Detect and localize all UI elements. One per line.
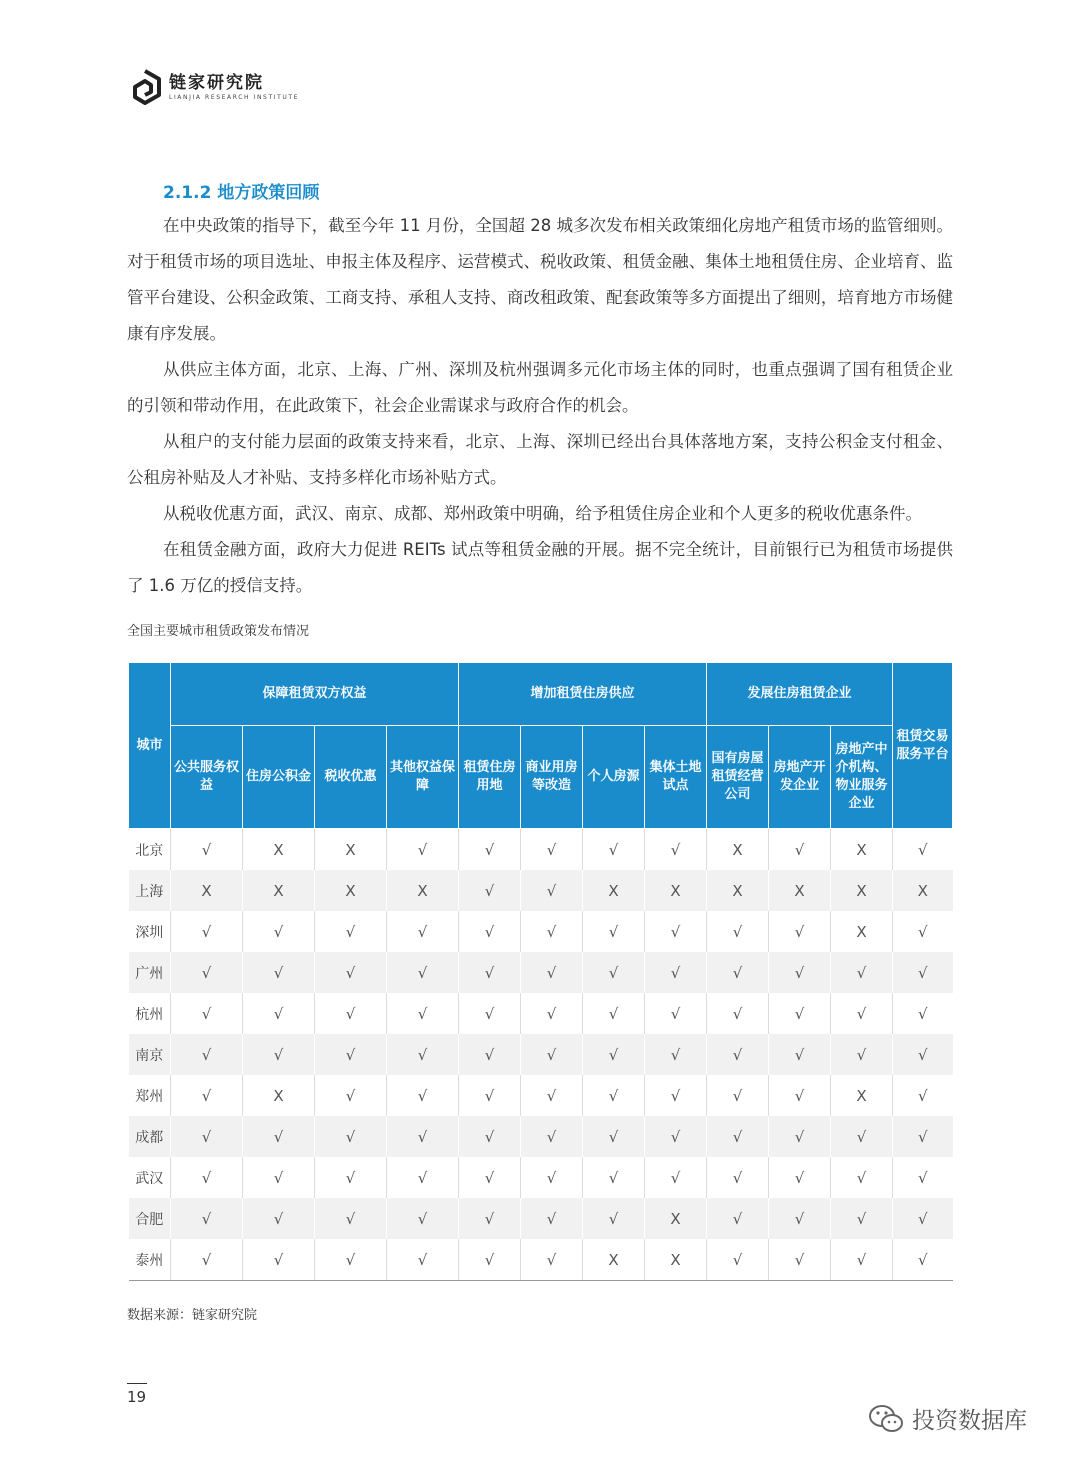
subheader: 住房公积金	[243, 726, 315, 829]
policy-mark-cell: √	[171, 1034, 243, 1075]
policy-mark-cell: X	[583, 1239, 645, 1281]
table-row	[129, 1116, 953, 1157]
policy-mark-cell: √	[387, 1239, 459, 1281]
policy-mark-cell: √	[459, 993, 521, 1034]
city-header: 城市	[129, 663, 171, 829]
policy-mark-cell: √	[315, 911, 387, 952]
policy-mark-cell: X	[645, 870, 707, 911]
policy-mark-cell: X	[315, 829, 387, 871]
policy-mark-cell: √	[315, 1157, 387, 1198]
policy-mark-cell: √	[459, 1198, 521, 1239]
subheader: 公共服务权益	[171, 726, 243, 829]
policy-mark-cell: √	[645, 829, 707, 871]
policy-mark-cell: X	[707, 870, 769, 911]
subheader: 租赁住房用地	[459, 726, 521, 829]
page-divider	[127, 1383, 147, 1384]
policy-mark-cell: √	[893, 1157, 953, 1198]
paragraph: 在中央政策的指导下，截至今年 11 月份，全国超 28 城多次发布相关政策细化房地产租赁市场的监管细则。对于租赁市场的项目选址、申报主体及程序、运营模式、税收政策、租赁金融、集体土地租赁住房、企业培育、监管平台建设、公积金政策、工商支持、承租人支持、商改租政策、配套政策等多方面提出了细则，培育地方市场健康有序发展。	[127, 216, 953, 343]
policy-mark-cell: √	[831, 952, 893, 993]
policy-mark-cell: √	[893, 1116, 953, 1157]
policy-mark-cell: √	[645, 1075, 707, 1116]
policy-mark-cell: X	[645, 1198, 707, 1239]
policy-mark-cell: √	[893, 829, 953, 871]
subheader: 国有房屋租赁经营公司	[707, 726, 769, 829]
policy-mark-cell: √	[583, 1116, 645, 1157]
subheader: 房地产开发企业	[769, 726, 831, 829]
wechat-icon	[868, 1403, 904, 1435]
platform-header: 租赁交易服务平台	[893, 663, 953, 829]
policy-mark-cell: √	[387, 1116, 459, 1157]
policy-mark-cell: √	[521, 952, 583, 993]
policy-mark-cell: √	[769, 1239, 831, 1281]
policy-mark-cell: √	[769, 911, 831, 952]
policy-mark-cell: √	[645, 1034, 707, 1075]
policy-mark-cell: √	[315, 1075, 387, 1116]
policy-mark-cell: √	[521, 1075, 583, 1116]
policy-mark-cell: √	[521, 1198, 583, 1239]
city-cell: 合肥	[129, 1198, 171, 1239]
group-header: 增加租赁住房供应	[459, 663, 707, 726]
policy-mark-cell: √	[171, 952, 243, 993]
policy-mark-cell: √	[171, 993, 243, 1034]
policy-mark-cell: √	[243, 1034, 315, 1075]
subheader: 税收优惠	[315, 726, 387, 829]
city-cell: 泰州	[129, 1239, 171, 1281]
policy-mark-cell: √	[171, 1239, 243, 1281]
policy-mark-cell: √	[769, 1198, 831, 1239]
group-header: 发展住房租赁企业	[707, 663, 893, 726]
policy-mark-cell: √	[243, 1157, 315, 1198]
page-number: 19	[127, 1388, 147, 1406]
policy-mark-cell: √	[243, 911, 315, 952]
city-cell: 广州	[129, 952, 171, 993]
policy-mark-cell: √	[645, 993, 707, 1034]
policy-mark-cell: √	[171, 829, 243, 871]
policy-mark-cell: √	[583, 993, 645, 1034]
policy-mark-cell: √	[521, 829, 583, 871]
policy-mark-cell: √	[831, 1239, 893, 1281]
table-row	[129, 952, 953, 993]
policy-mark-cell: √	[769, 1075, 831, 1116]
policy-mark-cell: √	[521, 1239, 583, 1281]
policy-mark-cell: √	[831, 1157, 893, 1198]
policy-mark-cell: √	[831, 1116, 893, 1157]
policy-mark-cell: √	[769, 1157, 831, 1198]
policy-mark-cell: √	[171, 1198, 243, 1239]
policy-mark-cell: √	[387, 1198, 459, 1239]
policy-mark-cell: √	[707, 993, 769, 1034]
policy-mark-cell: √	[171, 1157, 243, 1198]
policy-mark-cell: X	[583, 870, 645, 911]
policy-mark-cell: X	[831, 1075, 893, 1116]
policy-mark-cell: √	[315, 993, 387, 1034]
policy-mark-cell: √	[707, 952, 769, 993]
paragraph: 从税收优惠方面，武汉、南京、成都、郑州政策中明确，给予租赁住房企业和个人更多的税收优惠条件。	[163, 504, 922, 523]
policy-mark-cell: √	[387, 911, 459, 952]
table-row	[129, 1034, 953, 1075]
policy-mark-cell: √	[583, 952, 645, 993]
policy-mark-cell: √	[583, 829, 645, 871]
policy-mark-cell: √	[459, 911, 521, 952]
policy-mark-cell: X	[831, 911, 893, 952]
policy-mark-cell: √	[707, 1034, 769, 1075]
policy-mark-cell: √	[769, 1116, 831, 1157]
policy-mark-cell: √	[893, 952, 953, 993]
policy-mark-cell: √	[583, 1157, 645, 1198]
policy-table	[128, 662, 953, 1281]
policy-mark-cell: √	[893, 1239, 953, 1281]
policy-mark-cell: √	[459, 1239, 521, 1281]
city-cell: 郑州	[129, 1075, 171, 1116]
policy-mark-cell: √	[171, 911, 243, 952]
section-title: 2.1.2 地方政策回顾	[163, 183, 320, 203]
table-row	[129, 870, 953, 911]
policy-mark-cell: √	[387, 952, 459, 993]
body-text	[127, 208, 953, 604]
policy-mark-cell: √	[171, 1075, 243, 1116]
policy-mark-cell: √	[583, 1075, 645, 1116]
policy-mark-cell: √	[521, 993, 583, 1034]
policy-mark-cell: √	[893, 911, 953, 952]
policy-mark-cell: √	[521, 870, 583, 911]
policy-mark-cell: √	[459, 1157, 521, 1198]
policy-mark-cell: √	[459, 952, 521, 993]
policy-mark-cell: √	[243, 952, 315, 993]
policy-mark-cell: √	[893, 993, 953, 1034]
policy-mark-cell: √	[243, 1239, 315, 1281]
brand-name-cn: 链家研究院	[169, 73, 264, 93]
policy-mark-cell: √	[831, 1034, 893, 1075]
policy-mark-cell: √	[459, 1034, 521, 1075]
policy-mark-cell: √	[583, 911, 645, 952]
policy-mark-cell: √	[387, 1034, 459, 1075]
policy-mark-cell: √	[315, 1198, 387, 1239]
policy-mark-cell: X	[831, 829, 893, 871]
policy-mark-cell: √	[893, 1075, 953, 1116]
policy-mark-cell: √	[243, 993, 315, 1034]
paragraph: 在租赁金融方面，政府大力促进 REITs 试点等租赁金融的开展。据不完全统计，目前银行已为租赁市场提供了 1.6 万亿的授信支持。	[127, 540, 953, 595]
policy-mark-cell: √	[707, 1075, 769, 1116]
policy-mark-cell: √	[769, 993, 831, 1034]
policy-mark-cell: √	[459, 870, 521, 911]
policy-mark-cell: √	[521, 1157, 583, 1198]
watermark-text: 投资数据库	[912, 1408, 1027, 1434]
policy-mark-cell: √	[521, 1034, 583, 1075]
policy-mark-cell: √	[893, 1034, 953, 1075]
subheader: 房地产中介机构、物业服务企业	[831, 726, 893, 829]
policy-mark-cell: √	[243, 1116, 315, 1157]
policy-mark-cell: √	[583, 1034, 645, 1075]
subheader: 集体土地试点	[645, 726, 707, 829]
policy-mark-cell: √	[831, 1198, 893, 1239]
policy-mark-cell: √	[521, 911, 583, 952]
policy-mark-cell: X	[831, 870, 893, 911]
policy-mark-cell: X	[893, 870, 953, 911]
table-body	[129, 829, 953, 1281]
policy-mark-cell: √	[243, 1198, 315, 1239]
policy-mark-cell: √	[387, 1157, 459, 1198]
table-row	[129, 1157, 953, 1198]
subheader: 商业用房等改造	[521, 726, 583, 829]
city-cell: 深圳	[129, 911, 171, 952]
policy-mark-cell: √	[769, 829, 831, 871]
subheader: 其他权益保障	[387, 726, 459, 829]
policy-mark-cell: √	[707, 1239, 769, 1281]
policy-mark-cell: √	[315, 1116, 387, 1157]
brand-name-en: LIANJIA RESEARCH INSTITUTE	[169, 94, 300, 101]
policy-mark-cell: X	[707, 829, 769, 871]
city-cell: 成都	[129, 1116, 171, 1157]
policy-mark-cell: X	[769, 870, 831, 911]
policy-mark-cell: √	[645, 1157, 707, 1198]
policy-mark-cell: √	[769, 952, 831, 993]
policy-mark-cell: √	[459, 1075, 521, 1116]
policy-mark-cell: √	[171, 1116, 243, 1157]
policy-mark-cell: √	[893, 1198, 953, 1239]
policy-mark-cell: X	[243, 870, 315, 911]
policy-mark-cell: √	[583, 1198, 645, 1239]
city-cell: 杭州	[129, 993, 171, 1034]
table-row	[129, 1239, 953, 1281]
policy-mark-cell: √	[831, 993, 893, 1034]
subheader: 个人房源	[583, 726, 645, 829]
policy-mark-cell: √	[645, 911, 707, 952]
watermark	[868, 1402, 1027, 1435]
policy-mark-cell: X	[387, 870, 459, 911]
group-header: 保障租赁双方权益	[171, 663, 459, 726]
policy-mark-cell: √	[315, 1239, 387, 1281]
policy-mark-cell: √	[707, 1157, 769, 1198]
policy-mark-cell: √	[387, 1075, 459, 1116]
table-row	[129, 829, 953, 871]
table-row	[129, 1198, 953, 1239]
table-row	[129, 993, 953, 1034]
policy-mark-cell: √	[707, 1198, 769, 1239]
policy-mark-cell: X	[645, 1239, 707, 1281]
policy-mark-cell: √	[645, 1116, 707, 1157]
policy-mark-cell: √	[315, 952, 387, 993]
policy-mark-cell: √	[707, 911, 769, 952]
table-row	[129, 1075, 953, 1116]
city-cell: 北京	[129, 829, 171, 871]
table-caption: 全国主要城市租赁政策发布情况	[127, 624, 310, 639]
policy-mark-cell: X	[243, 1075, 315, 1116]
data-source: 数据来源：链家研究院	[127, 1308, 258, 1323]
policy-mark-cell: √	[459, 829, 521, 871]
city-cell: 南京	[129, 1034, 171, 1075]
brand-logo	[127, 68, 299, 108]
policy-mark-cell: X	[315, 870, 387, 911]
city-cell: 上海	[129, 870, 171, 911]
policy-mark-cell: √	[769, 1034, 831, 1075]
policy-mark-cell: √	[459, 1116, 521, 1157]
lianjia-logo-icon	[127, 68, 163, 108]
paragraph: 从租户的支付能力层面的政策支持来看，北京、上海、深圳已经出台具体落地方案，支持公积金支付租金、公租房补贴及人才补贴、支持多样化市场补贴方式。	[127, 432, 953, 487]
policy-mark-cell: √	[387, 993, 459, 1034]
policy-mark-cell: √	[387, 829, 459, 871]
table-row	[129, 911, 953, 952]
paragraph: 从供应主体方面，北京、上海、广州、深圳及杭州强调多元化市场主体的同时，也重点强调了国有租赁企业的引领和带动作用，在此政策下，社会企业需谋求与政府合作的机会。	[127, 360, 953, 415]
city-cell: 武汉	[129, 1157, 171, 1198]
policy-mark-cell: √	[315, 1034, 387, 1075]
policy-mark-cell: X	[243, 829, 315, 871]
policy-mark-cell: √	[645, 952, 707, 993]
policy-mark-cell: √	[521, 1116, 583, 1157]
policy-mark-cell: √	[707, 1116, 769, 1157]
policy-mark-cell: X	[171, 870, 243, 911]
